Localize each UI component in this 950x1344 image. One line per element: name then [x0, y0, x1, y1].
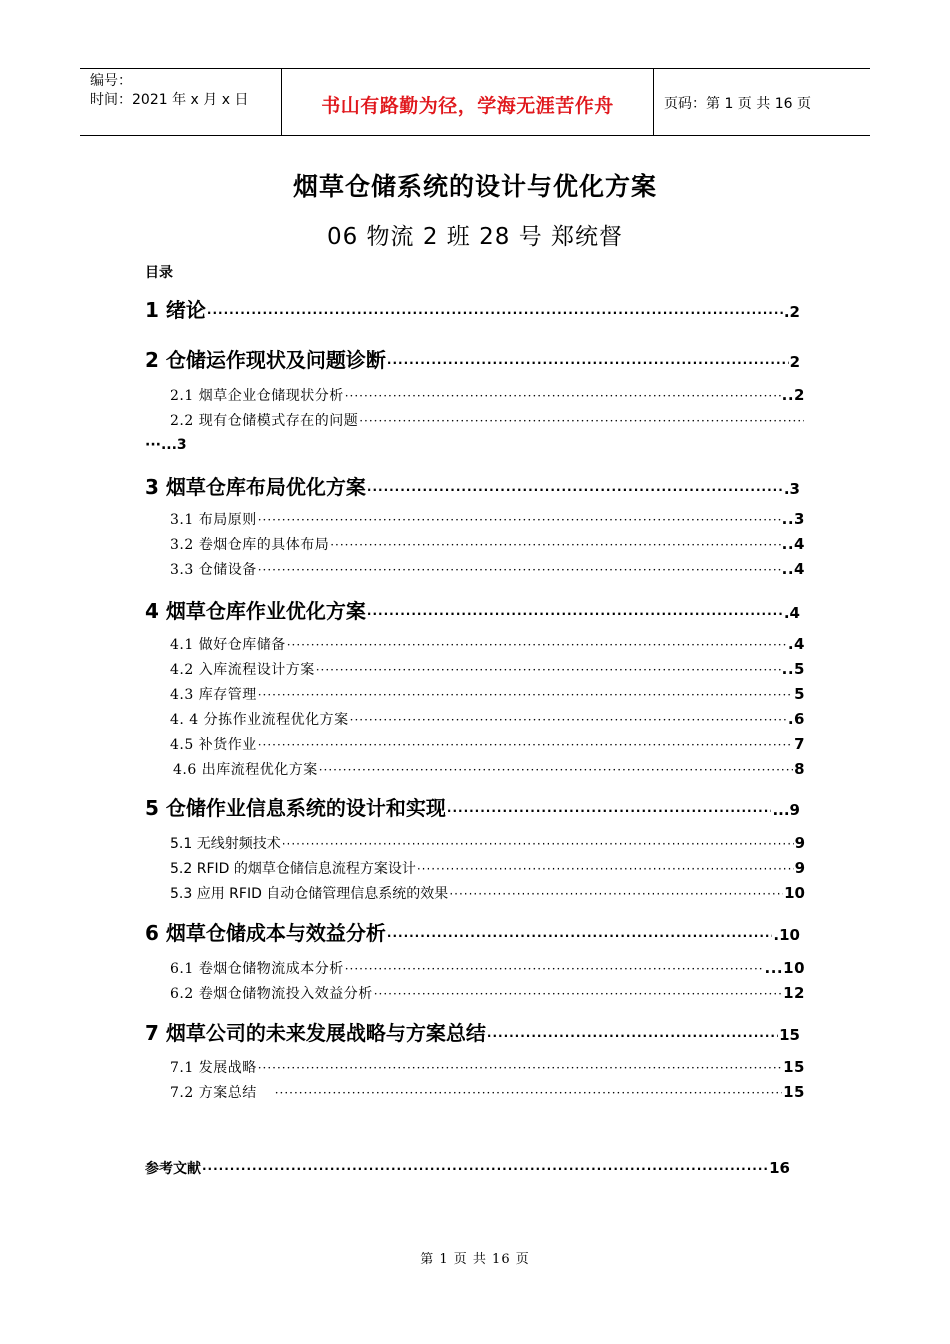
toc-entry-text: 5.2 RFID 的烟草仓储信息流程方案设计	[170, 861, 416, 877]
toc-entry-text: 6.2 卷烟仓储物流投入效益分析	[170, 986, 373, 1002]
toc-dot-leader	[449, 887, 783, 901]
toc-entry-text: 3.2 卷烟仓库的具体布局	[170, 537, 330, 553]
toc-entry-2-2-continuation: ···...3	[145, 437, 187, 453]
toc-entry-text: 7.2 方案总结	[170, 1085, 257, 1101]
toc-entry-references[interactable]	[145, 1158, 790, 1178]
header-time-label: 时间：2021 年 x 月 x 日	[90, 92, 249, 108]
toc-entry-page: .2	[783, 303, 800, 321]
toc-entry-text: 4.3 库存管理	[170, 687, 257, 703]
toc-dot-leader	[258, 1061, 782, 1075]
toc-entry-4-3[interactable]	[170, 684, 805, 704]
toc-entry-page: 2	[789, 353, 800, 371]
toc-entry-page: .10	[773, 926, 800, 944]
toc-entry-5-2[interactable]	[170, 858, 805, 878]
toc-entry-page: 10	[784, 884, 805, 902]
toc-entry-3-2[interactable]	[170, 534, 805, 554]
toc-entry-page: ...10	[764, 959, 805, 977]
toc-entry-4-6[interactable]	[173, 759, 805, 779]
toc-dot-leader	[367, 483, 783, 497]
toc-entry-page: ...9	[772, 801, 800, 819]
toc-dot-leader	[275, 1086, 782, 1100]
toc-entry-text: 4.6 出库流程优化方案	[173, 762, 318, 778]
header-number-label: 编号：	[90, 73, 132, 89]
toc-entry-2-2[interactable]	[170, 410, 805, 430]
toc-entry-2-1[interactable]	[170, 385, 805, 405]
toc-entry-5-3[interactable]	[170, 883, 805, 903]
toc-dot-leader	[345, 389, 781, 403]
toc-entry-3[interactable]	[145, 471, 800, 500]
toc-entry-text: 6.1 卷烟仓储物流成本分析	[170, 961, 344, 977]
toc-entry-page: .4	[783, 604, 800, 622]
toc-entry-page: 15	[783, 1058, 805, 1076]
toc-dot-leader	[417, 862, 794, 876]
toc-dot-leader	[287, 638, 787, 652]
toc-entry-page: ..2	[781, 386, 805, 404]
toc-dot-leader	[258, 513, 781, 527]
header-meta	[90, 72, 248, 110]
toc-entry-text: 5.3 应用 RFID 自动仓储管理信息系统的效果	[170, 886, 449, 902]
toc-entry-text: 3.3 仓储设备	[170, 562, 257, 578]
header-motto: 书山有路勤为径，学海无涯苦作舟	[321, 95, 614, 117]
toc-entry-text: 4.2 入库流程设计方案	[170, 662, 315, 678]
toc-dot-leader	[258, 688, 793, 702]
toc-dot-leader	[387, 356, 789, 370]
page-footer: 第 1 页 共 16 页	[420, 1252, 530, 1267]
toc-entry-text: 3.1 布局原则	[170, 512, 257, 528]
toc-entry-text: 4.5 补货作业	[170, 737, 257, 753]
toc-entry-6-2[interactable]	[170, 983, 805, 1003]
toc-entry-text: 6 烟草仓储成本与效益分析	[145, 921, 386, 945]
toc-entry-page: 9	[794, 859, 805, 877]
toc-dot-leader	[487, 1029, 778, 1043]
toc-entry-text: 5.1 无线射频技术	[170, 836, 281, 852]
toc-entry-3-3[interactable]	[170, 559, 805, 579]
header-page-info: 页码：第 1 页 共 16 页	[664, 96, 811, 112]
toc-entry-5[interactable]	[145, 792, 800, 821]
toc-entry-text: 4. 4 分拣作业流程优化方案	[170, 712, 349, 728]
toc-dot-leader	[350, 713, 787, 727]
toc-entry-text: 1 绪论	[145, 298, 206, 322]
toc-entry-text: 7.1 发展战略	[170, 1060, 257, 1076]
toc-entry-page: ..4	[781, 560, 805, 578]
toc-dot-leader	[367, 607, 783, 621]
toc-entry-4-4[interactable]	[170, 709, 805, 729]
toc-entry-7-2[interactable]	[170, 1082, 805, 1102]
toc-entry-7[interactable]	[145, 1017, 800, 1046]
toc-entry-4-2[interactable]	[170, 659, 805, 679]
toc-entry-page: .3	[783, 480, 800, 498]
toc-dot-leader	[374, 987, 782, 1001]
toc-entry-4-1[interactable]	[170, 634, 805, 654]
toc-entry-text: 5 仓储作业信息系统的设计和实现	[145, 796, 446, 820]
toc-dot-leader	[316, 663, 781, 677]
toc-entry-page: .6	[787, 710, 805, 728]
toc-entry-text: 2.1 烟草企业仓储现状分析	[170, 388, 344, 404]
toc-entry-5-1[interactable]	[170, 833, 805, 853]
toc-entry-text: 3 烟草仓库布局优化方案	[145, 475, 366, 499]
toc-entry-7-1[interactable]	[170, 1057, 805, 1077]
toc-entry-text: 4.1 做好仓库储备	[170, 637, 286, 653]
toc-dot-leader	[345, 962, 764, 976]
toc-dot-leader	[330, 538, 780, 552]
toc-entry-page: ..4	[781, 535, 805, 553]
toc-entry-page: 9	[794, 834, 805, 852]
toc-dot-leader	[319, 763, 793, 777]
toc-entry-text: 参考文献	[145, 1161, 201, 1177]
toc-dot-leader	[282, 837, 794, 851]
toc-entry-4[interactable]	[145, 595, 800, 624]
toc-entry-page: ..5	[781, 660, 805, 678]
toc-dot-leader	[359, 414, 804, 428]
toc-dot-leader	[207, 306, 783, 320]
header-top-rule	[80, 68, 870, 69]
toc-entry-page: 8	[794, 760, 805, 778]
toc-entry-6[interactable]	[145, 917, 800, 946]
toc-dot-leader	[447, 804, 772, 818]
toc-heading: 目录	[145, 265, 173, 281]
toc-dot-leader	[202, 1162, 768, 1176]
document-title: 烟草仓储系统的设计与优化方案	[292, 172, 657, 201]
document-author: 06 物流 2 班 28 号 郑统督	[326, 224, 624, 250]
toc-entry-page: 7	[794, 735, 805, 753]
toc-entry-2[interactable]	[145, 344, 800, 373]
toc-entry-3-1[interactable]	[170, 509, 805, 529]
toc-entry-text: 2 仓储运作现状及问题诊断	[145, 348, 386, 372]
toc-dot-leader	[258, 738, 793, 752]
toc-entry-text: 7 烟草公司的未来发展战略与方案总结	[145, 1021, 486, 1045]
toc-entry-page: 15	[783, 1083, 805, 1101]
header-divider-right	[653, 68, 654, 136]
header-bottom-rule	[80, 135, 870, 136]
toc-dot-leader	[387, 929, 773, 943]
toc-entry-page: ..3	[781, 510, 805, 528]
toc-entry-1[interactable]	[145, 294, 800, 323]
toc-dot-leader	[258, 563, 781, 577]
toc-entry-text: 4 烟草仓库作业优化方案	[145, 599, 366, 623]
toc-entry-page: 16	[769, 1159, 790, 1177]
toc-entry-page: 15	[779, 1026, 800, 1044]
toc-entry-page: 12	[783, 984, 805, 1002]
toc-entry-page: 5	[794, 685, 805, 703]
toc-entry-text: 2.2 现有仓储模式存在的问题	[170, 413, 359, 429]
toc-entry-4-5[interactable]	[170, 734, 805, 754]
toc-entry-6-1[interactable]	[170, 958, 805, 978]
toc-entry-page: .4	[787, 635, 805, 653]
